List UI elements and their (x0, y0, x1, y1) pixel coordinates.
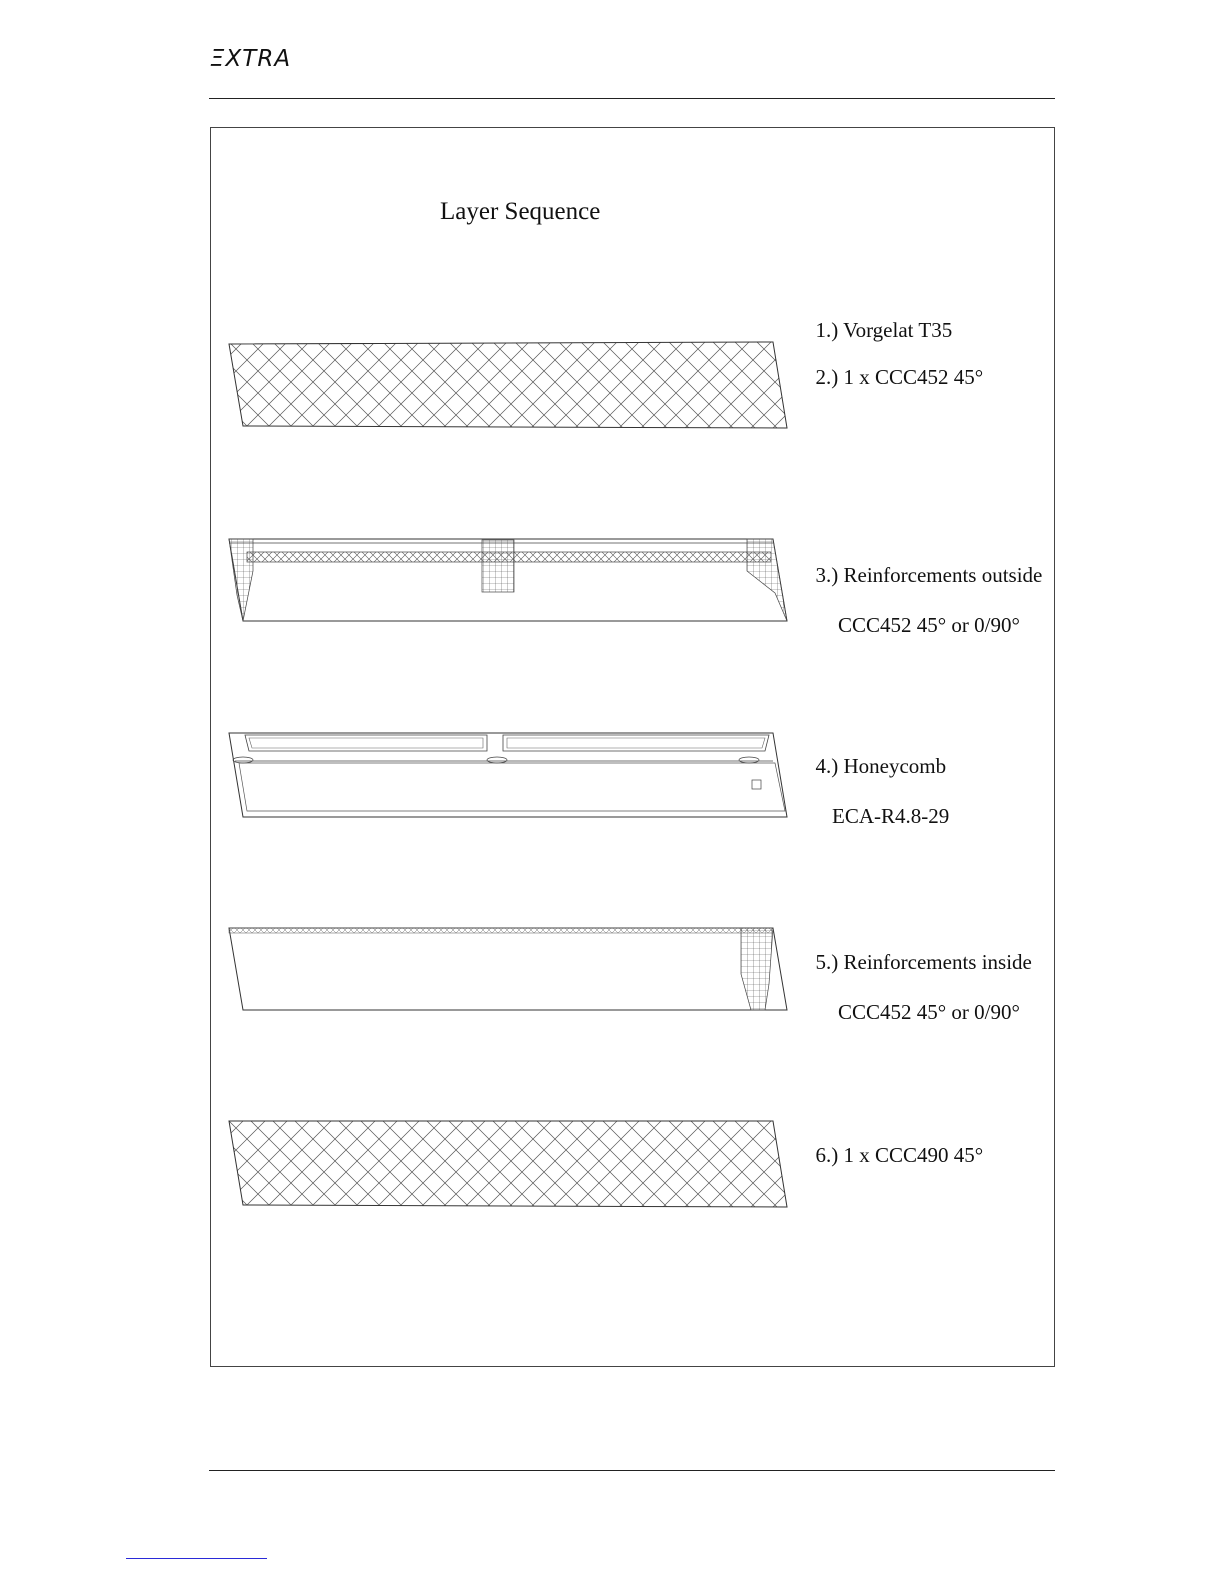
layer-label-3: 3.) Reinforcements outside CCC452 45° or 0/90° (815, 563, 1043, 637)
footer-link-underline[interactable] (126, 1558, 267, 1559)
layer-4-honeycomb (225, 729, 795, 821)
layer-label-4: 4.) Honeycomb ECA-R4.8-29 (815, 754, 950, 828)
layer-3-outside-reinforcements (225, 535, 795, 627)
footer-divider (209, 1470, 1055, 1471)
layer-2-fabric-ply (225, 338, 795, 433)
header-divider (209, 98, 1055, 99)
extra-logo: ΞXTRA (210, 46, 292, 72)
layer-5-inside-reinforcements (225, 924, 795, 1016)
layer-label-6: 6.) 1 x CCC490 45° (815, 1143, 984, 1167)
figure-title: Layer Sequence (440, 198, 601, 225)
layer-label-5: 5.) Reinforcements inside CCC452 45° or 0/90° (815, 950, 1032, 1024)
layer-label-2: 2.) 1 x CCC452 45° (815, 365, 984, 389)
layer-6-fabric-ply (225, 1117, 795, 1212)
layer-label-1: 1.) Vorgelat T35 (815, 318, 953, 342)
